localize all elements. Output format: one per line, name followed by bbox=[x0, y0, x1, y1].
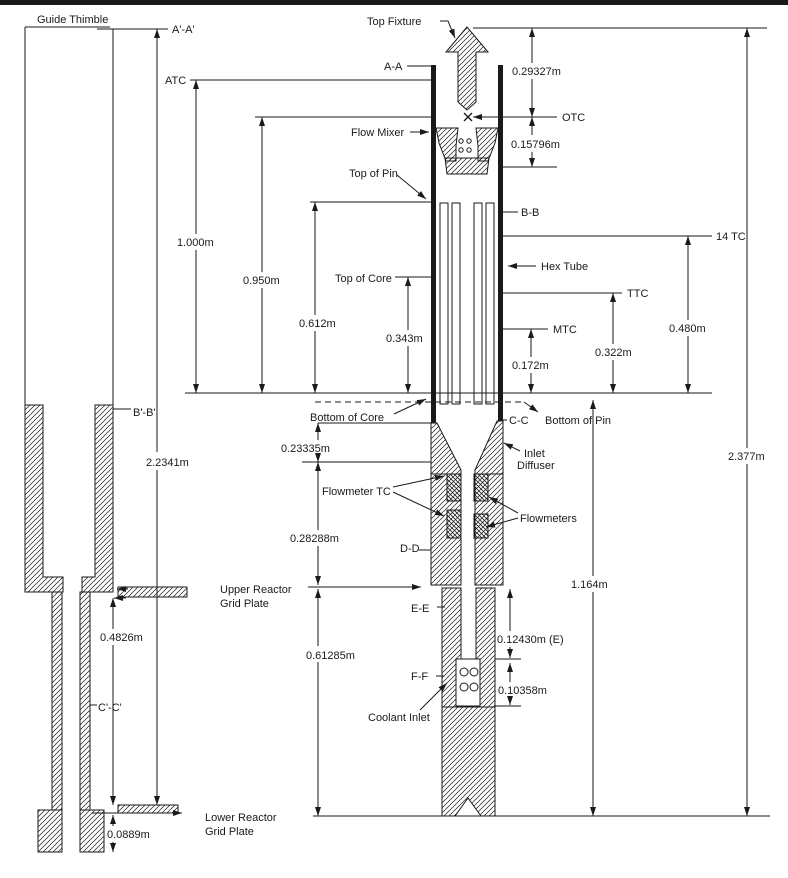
dim-0480-label: 0.480m bbox=[669, 323, 706, 335]
fuel-pin bbox=[440, 203, 448, 404]
coolant-inlet-label: Coolant Inlet bbox=[368, 712, 430, 724]
flowmeter-box bbox=[447, 474, 461, 501]
flow-mixer-label: Flow Mixer bbox=[351, 127, 405, 139]
dim-023335-label: 0.23335m bbox=[281, 443, 330, 455]
section-e-label: E-E bbox=[411, 603, 430, 615]
guide-thimble-section bbox=[25, 27, 187, 852]
dim-04826-label: 0.4826m bbox=[100, 632, 143, 644]
dim-028288-label: 0.28288m bbox=[290, 533, 339, 545]
section-c-prime-label: C'-C' bbox=[98, 702, 122, 714]
thimble-left-foot bbox=[38, 810, 62, 852]
diffuser-left-wedge bbox=[431, 423, 461, 474]
lower-grid-label-line1: Lower Reactor bbox=[205, 812, 277, 824]
dim-1000-label: 1.000m bbox=[177, 237, 214, 249]
dim-0322-label: 0.322m bbox=[595, 347, 632, 359]
atc-label: ATC bbox=[165, 75, 187, 87]
hex-tube-label: Hex Tube bbox=[541, 261, 589, 273]
section-d-label: D-D bbox=[400, 543, 420, 555]
dim-0172-label: 0.172m bbox=[512, 360, 549, 372]
flow-mixer-right-wall bbox=[476, 128, 498, 161]
dim-1164-label: 1.164m bbox=[571, 579, 608, 591]
tc14-label: 14 TC bbox=[716, 231, 746, 243]
flowmeter-box bbox=[474, 474, 488, 501]
bottom-of-core-label: Bottom of Core bbox=[310, 412, 384, 424]
hex-tube-left-wall bbox=[431, 65, 436, 423]
flowmeters-label: Flowmeters bbox=[520, 513, 577, 525]
lower-grid-plate-bar bbox=[118, 805, 178, 813]
top-fixture-shape bbox=[446, 27, 488, 110]
thimble-left-wall bbox=[25, 405, 63, 592]
inlet-diffuser-label-line2: Diffuser bbox=[517, 460, 555, 472]
thimble-left-lower-wall bbox=[52, 592, 62, 810]
inlet-diffuser-label-line1: Inlet bbox=[524, 448, 545, 460]
flowmeter-tc-label: Flowmeter TC bbox=[322, 486, 391, 498]
coolant-hole bbox=[470, 683, 478, 691]
section-a-prime-label: A'-A' bbox=[172, 24, 195, 36]
top-fixture-leader bbox=[440, 21, 455, 38]
dim-010358-label: 0.10358m bbox=[498, 685, 547, 697]
lower-grid-label-line2: Grid Plate bbox=[205, 826, 254, 838]
dim-0950-label: 0.950m bbox=[243, 275, 280, 287]
dim-2377-label: 2.377m bbox=[728, 451, 765, 463]
upper-grid-plate-bar bbox=[118, 587, 187, 597]
fuel-pin bbox=[486, 203, 494, 404]
fuel-pin bbox=[474, 203, 482, 404]
dim-061285-label: 0.61285m bbox=[306, 650, 355, 662]
dim-00889-label: 0.0889m bbox=[107, 829, 150, 841]
flowmeter-box bbox=[474, 514, 488, 538]
dimension-lines bbox=[113, 28, 747, 852]
mixer-hole bbox=[459, 148, 463, 152]
coolant-inlet-box bbox=[456, 659, 480, 706]
text-labels bbox=[37, 14, 765, 841]
dim-22341-label: 2.2341m bbox=[146, 457, 189, 469]
section-c-label: C-C bbox=[509, 415, 529, 427]
bottom-of-pin-label: Bottom of Pin bbox=[545, 415, 612, 427]
otc-label: OTC bbox=[562, 112, 586, 124]
hex-tube-right-wall bbox=[498, 65, 503, 421]
thimble-right-lower-wall bbox=[80, 592, 90, 810]
dim-0343-label: 0.343m bbox=[386, 333, 423, 345]
flow-mixer-base bbox=[445, 158, 489, 174]
top-of-core-label: Top of Core bbox=[335, 273, 392, 285]
thimble-right-wall bbox=[82, 405, 113, 592]
bottom-of-core-leader bbox=[394, 399, 426, 414]
section-b-label: B-B bbox=[521, 207, 540, 219]
top-of-pin-label: Top of Pin bbox=[349, 168, 398, 180]
top-border-rule bbox=[0, 0, 788, 5]
section-f-label: F-F bbox=[411, 671, 429, 683]
thimble-right-foot bbox=[80, 810, 104, 852]
bottom-block bbox=[442, 707, 495, 816]
diffuser-right-wedge bbox=[475, 421, 503, 474]
dim-029327-label: 0.29327m bbox=[512, 66, 561, 78]
inlet-diffuser-leader bbox=[504, 443, 520, 451]
mtc-label: MTC bbox=[553, 324, 577, 336]
section-b-prime-label: B'-B' bbox=[133, 407, 156, 419]
mixer-hole bbox=[467, 148, 471, 152]
upper-grid-label-line1: Upper Reactor bbox=[220, 584, 292, 596]
guide-thimble-label: Guide Thimble bbox=[37, 14, 109, 26]
mixer-hole bbox=[459, 139, 463, 143]
flow-mixer-left-wall bbox=[436, 128, 458, 161]
dim-015796-label: 0.15796m bbox=[511, 139, 560, 151]
dim-0612-label: 0.612m bbox=[299, 318, 336, 330]
otc-x-marker bbox=[464, 113, 472, 121]
flowmeter-box bbox=[447, 510, 461, 538]
mixer-hole bbox=[467, 139, 471, 143]
section-a-label: A-A bbox=[384, 61, 403, 73]
coolant-hole bbox=[470, 668, 478, 676]
coolant-hole bbox=[460, 683, 468, 691]
coolant-hole bbox=[460, 668, 468, 676]
dim-012430-label: 0.12430m (E) bbox=[497, 634, 564, 646]
test-assembly bbox=[431, 27, 503, 816]
top-of-pin-leader bbox=[397, 175, 426, 199]
fuel-pin bbox=[452, 203, 460, 404]
ttc-label: TTC bbox=[627, 288, 649, 300]
top-fixture-label: Top Fixture bbox=[367, 16, 422, 28]
bottom-of-pin-leader bbox=[524, 402, 538, 412]
upper-grid-label-line2: Grid Plate bbox=[220, 598, 269, 610]
